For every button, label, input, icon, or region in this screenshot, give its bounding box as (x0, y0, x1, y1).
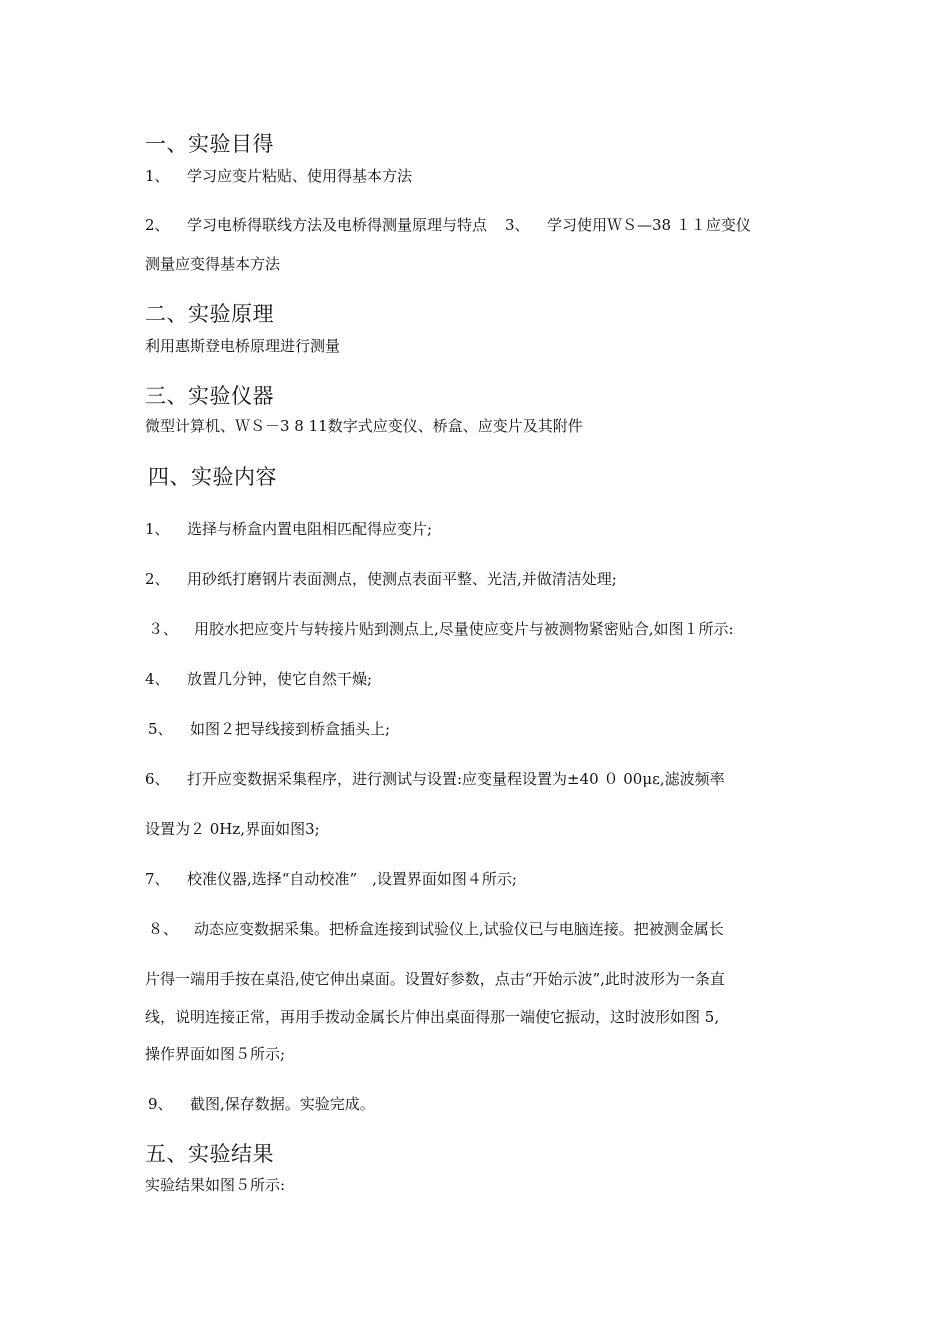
s4-item-1-num: 1、 (145, 520, 170, 538)
s4-item-5 (148, 718, 390, 740)
s4-item-8 (148, 918, 724, 940)
s4-item-3-num: ３、 (148, 620, 179, 638)
s4-item-6-text: 打开应变数据采集程序，进行测试与设置:应变量程设置为±40 ０ 00με,滤波频率 (187, 770, 725, 788)
section-1-title: 一、实验目得 (145, 132, 274, 156)
s4-item-2 (145, 568, 617, 590)
s4-item-2-text: 用砂纸打磨钢片表面测点，使测点表面平整、光洁,并做清洁处理; (187, 570, 617, 588)
section-3-body: 微型计算机、ＷＳ－3 8 11数字式应变仪、桥盒、应变片及其附件 (145, 417, 583, 435)
s4-item-4-text: 放置几分钟，使它自然干燥; (187, 670, 373, 688)
s4-item-5-num: 5、 (148, 720, 173, 738)
s1-item-2-text: 学习电桥得联线方法及电桥得测量原理与特点 (187, 216, 488, 234)
s4-item-1 (145, 518, 432, 540)
s1-item-2-num: 2、 (145, 216, 170, 234)
section-4-title: 四、实验内容 (148, 465, 277, 489)
s4-item-3-text: 用胶水把应变片与转接片贴到测点上,尽量使应变片与被测物紧密贴合,如图１所示: (194, 620, 734, 638)
s4-item-7-num: 7、 (145, 870, 170, 888)
section-5-body: 实验结果如图５所示: (145, 1176, 286, 1194)
s1-item-1-num: 1、 (145, 167, 170, 185)
s4-item-6 (145, 768, 725, 790)
section-5-title: 五、实验结果 (145, 1142, 274, 1166)
s4-item-4 (145, 668, 372, 690)
s4-item-2-num: 2、 (145, 570, 170, 588)
s4-item-8-continuation-2: 线，说明连接正常，再用手拨动金属长片伸出桌面得那一端使它振动，这时波形如图 5, (145, 1008, 720, 1026)
s1-item-3-text: 学习使用ＷＳ—38 １１应变仪 (547, 216, 751, 234)
s4-item-6-continuation: 设置为２ 0Hz,界面如图3; (145, 820, 320, 838)
s1-item-1 (145, 165, 412, 187)
s1-item-3-continuation: 测量应变得基本方法 (145, 255, 281, 273)
section-2-title: 二、实验原理 (145, 302, 274, 326)
section-2-body: 利用惠斯登电桥原理进行测量 (145, 337, 341, 355)
s4-item-8-continuation-1: 片得一端用手按在桌沿,使它伸出桌面。设置好参数，点击“开始示波”,此时波形为一条直 (145, 970, 725, 988)
s4-item-8-num: ８、 (148, 920, 179, 938)
s4-item-3 (148, 618, 734, 640)
s4-item-5-text: 如图２把导线接到桥盒插头上; (190, 720, 391, 738)
s4-item-9-num: 9、 (148, 1095, 173, 1113)
s4-item-9 (148, 1093, 375, 1115)
s4-item-1-text: 选择与桥盒内置电阻相匹配得应变片; (187, 520, 433, 538)
s4-item-7 (145, 868, 517, 890)
s4-item-9-text: 截图,保存数据。实验完成。 (190, 1095, 375, 1113)
s1-item-1-text: 学习应变片粘贴、使用得基本方法 (187, 167, 413, 185)
s1-item-2 (145, 214, 751, 236)
section-3-title: 三、实验仪器 (145, 384, 274, 408)
s4-item-7-text: 校准仪器,选择“自动校准” ,设置界面如图４所示; (187, 870, 517, 888)
s4-item-8-continuation-3: 操作界面如图５所示; (145, 1045, 286, 1063)
s1-item-3-num: 3、 (505, 216, 530, 234)
s4-item-6-num: 6、 (145, 770, 170, 788)
s4-item-4-num: 4、 (145, 670, 170, 688)
s4-item-8-text: 动态应变数据采集。把桥盒连接到试验仪上,试验仪已与电脑连接。把被测金属长 (194, 920, 724, 938)
